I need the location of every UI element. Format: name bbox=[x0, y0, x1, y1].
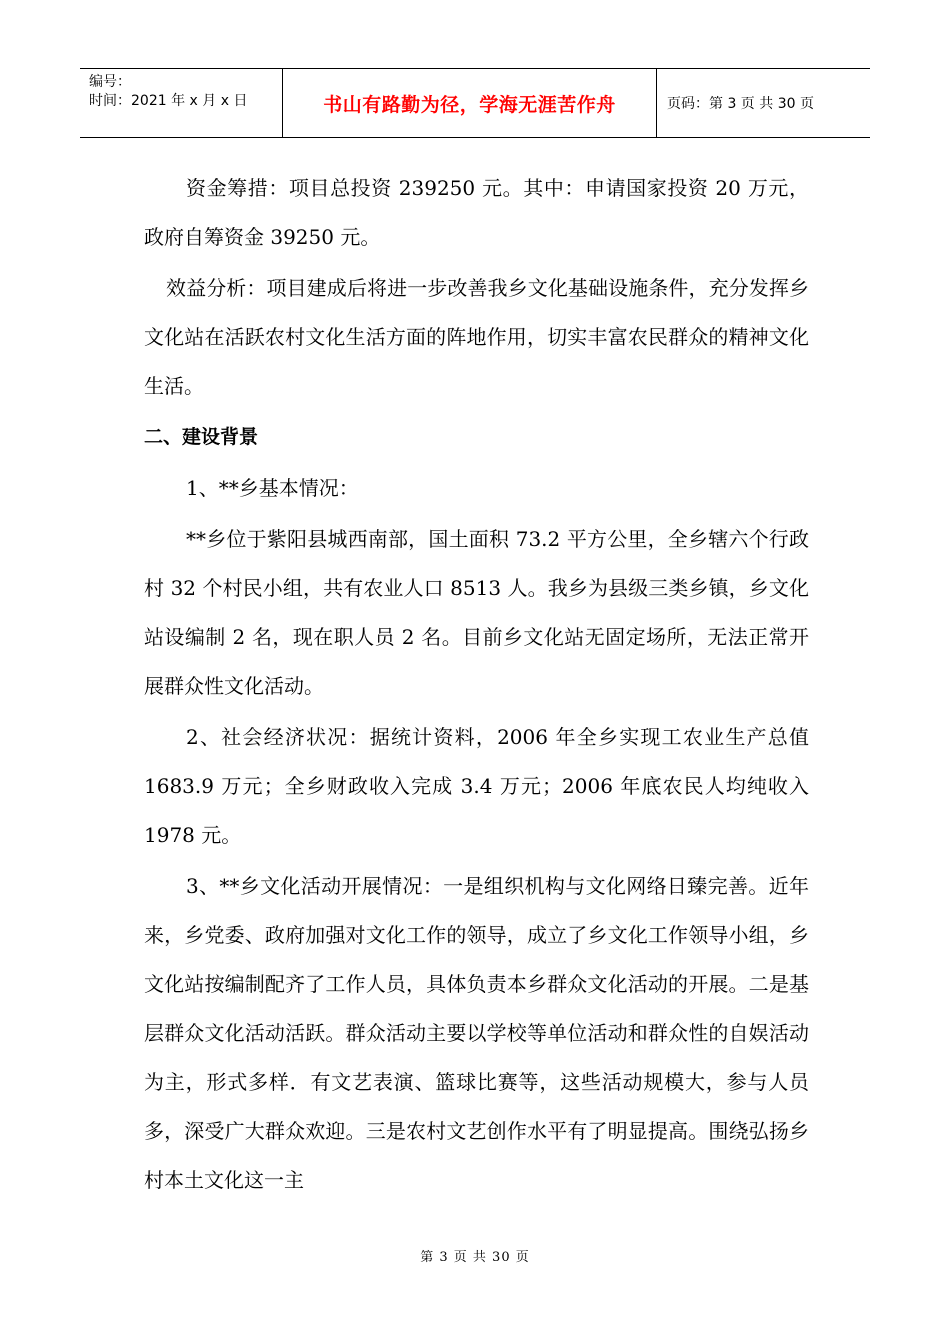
header-page-info: 页码：第 3 页 共 30 页 bbox=[667, 96, 814, 112]
header-motto: 书山有路勤为径，学海无涯苦作舟 bbox=[283, 69, 657, 137]
document-body bbox=[144, 164, 809, 1205]
doc-number-label: 编号： bbox=[89, 74, 131, 90]
page-footer: 第 3 页 共 30 页 bbox=[420, 1250, 530, 1265]
date-label: 时间：2021 年 x 月 x 日 bbox=[89, 93, 248, 109]
item1-body: **乡位于紫阳县城西南部，国土面积 73.2 平方公里，全乡辖六个行政村 32 个村民小组，共有农业人口 8513 人。我乡为县级三类乡镇，乡文化站设编制 2 名，现在职人员 2 名。目前乡文化站无固定场所，无法正常开展群众性文化活动。 bbox=[144, 527, 809, 698]
item3-paragraph: 3、**乡文化活动开展情况：一是组织机构与文化网络日臻完善。近年来，乡党委、政府加强对文化工作的领导，成立了乡文化工作领导小组，乡文化站按编制配齐了工作人员，具体负责本乡群众文化活动的开展。二是基层群众文化活动活跃。群众活动主要以学校等单位活动和群众性的自娱活动为主，形式多样．有文艺表演、篮球比赛等，这些活动规模大，参与人员多，深受广大群众欢迎。三是农村文艺创作水平有了明显提高。围绕弘扬乡村本土文化这一主 bbox=[144, 874, 809, 1192]
item1-title: 1、**乡基本情况： bbox=[186, 476, 359, 500]
paragraph-benefit: 效益分析：项目建成后将进一步改善我乡文化基础设施条件，充分发挥乡文化站在活跃农村文化生活方面的阵地作用，切实丰富农民群众的精神文化生活。 bbox=[144, 276, 809, 398]
paragraph-funding: 资金筹措：项目总投资 239250 元。其中：申请国家投资 20 万元，政府自筹资金 39250 元。 bbox=[144, 176, 809, 249]
section-heading: 二、建设背景 bbox=[144, 426, 259, 448]
item2-paragraph: 2、社会经济状况：据统计资料，2006 年全乡实现工农业生产总值 1683.9 万元；全乡财政收入完成 3.4 万元；2006 年底农民人均纯收入 1978 元。 bbox=[144, 725, 809, 847]
page-header bbox=[80, 68, 870, 138]
header-meta bbox=[80, 69, 283, 137]
